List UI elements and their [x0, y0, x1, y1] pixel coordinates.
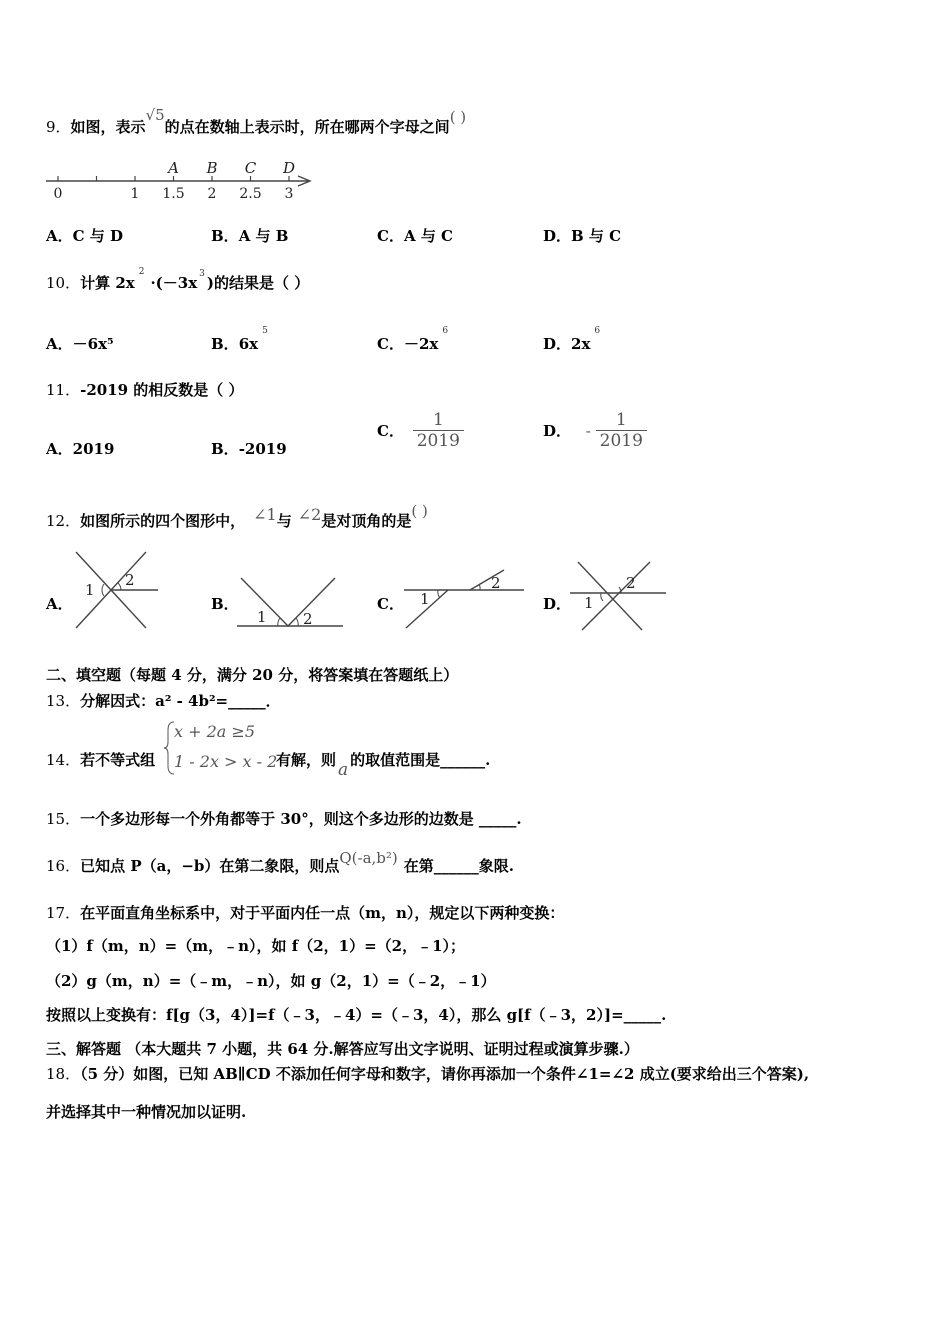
q12-text-b: 是对顶角的是	[321, 512, 412, 530]
q17-stem	[46, 902, 564, 923]
angle-label-2: 2	[491, 574, 501, 592]
angle-arc	[438, 590, 440, 598]
q9-text-b: 的点在数轴上表示时，所在哪两个字母之间	[164, 118, 450, 136]
q10-text-b: ·(－3x	[150, 274, 198, 292]
q12-angle1: ∠1	[253, 505, 277, 524]
option-text: －2x	[403, 335, 439, 353]
q14-text-a: 若不等式组	[80, 751, 156, 769]
q9-radical: √5	[145, 106, 165, 124]
q13-text: 分解因式：a² ‐ 4b²=_____．	[80, 692, 281, 710]
q12-stem	[46, 502, 428, 531]
fraction-numerator: 1	[432, 410, 444, 430]
option-label: A．	[46, 440, 73, 458]
option-exponent: 5	[262, 326, 268, 336]
axis-point-letter: B	[206, 159, 218, 177]
section-3-heading: 三、解答题 （本大题共 7 小题，共 64 分.解答应写出文字说明、证明过程或演算步骤.）	[46, 1040, 639, 1058]
axis-tick-label: 1.5	[162, 186, 185, 202]
q9-paren: ( )	[449, 108, 467, 126]
q17-line-1: （1）f（m，n）=（m，﹣n），如 f（2，1）=（2，﹣1）；	[46, 937, 466, 955]
option-label: B．	[211, 335, 239, 353]
option-text: A 与 B	[238, 227, 289, 245]
option-label: B．	[211, 440, 239, 458]
option-label: A．	[46, 227, 73, 245]
axis-tick-label: 2.5	[239, 186, 262, 202]
number-line-letters	[166, 159, 295, 177]
q17-text: 在平面直角坐标系中，对于平面内任一点（m，n），规定以下两种变换：	[80, 904, 565, 922]
option-label: C．	[377, 335, 404, 353]
q15-stem	[46, 808, 522, 829]
q9-option-c[interactable]	[377, 225, 453, 246]
option-label: D．	[543, 335, 572, 353]
angle-label-2: 2	[303, 610, 313, 628]
q12-figure-a	[70, 548, 162, 632]
option-label: A．	[46, 595, 73, 613]
q10-option-a[interactable]	[46, 333, 114, 354]
q11-option-c[interactable]	[377, 410, 464, 451]
q9-text-a: 如图，表示	[70, 118, 146, 136]
q16-number: 16．	[46, 857, 81, 875]
q9-stem	[46, 106, 467, 137]
q18-line-2: 并选择其中一种情况加以证明.	[46, 1103, 247, 1121]
q12-figure-b	[235, 572, 347, 632]
option-text: -2019	[238, 440, 287, 458]
q9-option-b[interactable]	[211, 225, 288, 246]
q10-number: 10．	[46, 274, 81, 292]
option-label: C．	[377, 422, 404, 440]
angle-label-1: 1	[420, 590, 430, 608]
q17-line-3: 按照以上变换有：f[g（3，4）]=f（﹣3，﹣4）=（﹣3，4），那么 g[f（﹣3，2）]=_____.	[46, 1006, 667, 1024]
q18-stem	[46, 1063, 809, 1084]
fraction	[596, 410, 647, 451]
q11-text: -2019 的相反数是（ ）	[80, 381, 244, 399]
q14-inequality-2: 1 - 2x > x - 2	[174, 752, 278, 771]
q16-point: Q(-a,b²)	[339, 849, 398, 867]
q9-number: 9．	[46, 118, 71, 136]
q10-option-d[interactable]	[543, 326, 601, 354]
q10-exp1: 2	[138, 267, 145, 277]
number-line-ticks	[54, 176, 294, 202]
q14-text-c: 的取值范围是______.	[350, 751, 491, 769]
option-text: 6x	[238, 335, 259, 353]
q12-angle2: ∠2	[297, 505, 322, 524]
q16-text-b: 在第______象限.	[403, 857, 515, 875]
q10-option-c[interactable]	[377, 326, 449, 354]
q12-mid: 与	[276, 512, 292, 530]
q14-tail	[276, 749, 491, 780]
q17-number: 17．	[46, 904, 81, 922]
angle-arc	[118, 583, 121, 590]
q11-option-a[interactable]	[46, 438, 114, 459]
q11-number: 11．	[46, 381, 81, 399]
q10-stem	[46, 267, 310, 293]
q10-text-a: 计算 2x	[80, 274, 135, 292]
option-text: A 与 C	[403, 227, 453, 245]
q14-text-b: 有解，则	[276, 751, 337, 769]
q17-line-2: （2）g（m，n）=（﹣m，﹣n），如 g（2，1）=（﹣2，﹣1）	[46, 972, 496, 990]
q18-line-1: （5 分）如图，已知 AB∥CD 不添加任何字母和数字，请你再添加一个条件∠1=∠2 成立(要求给出三个答案),	[80, 1065, 810, 1083]
q14-stem	[46, 749, 155, 770]
q14-var: a	[338, 760, 349, 780]
option-label: A．	[46, 335, 73, 353]
option-exponent: 6	[442, 326, 449, 336]
q10-text-c: )的结果是（ ）	[206, 274, 310, 292]
q12-figure-d	[566, 558, 670, 634]
fraction-numerator: 1	[615, 410, 627, 430]
option-exponent: 6	[594, 326, 601, 336]
fraction-denominator: 2019	[413, 430, 464, 451]
angle-arc	[296, 618, 298, 626]
q11-option-b[interactable]	[211, 438, 287, 459]
option-label: C．	[377, 595, 404, 613]
axis-point-letter: A	[168, 159, 179, 177]
fraction	[413, 410, 464, 451]
q14-number: 14．	[46, 751, 81, 769]
axis-tick-label: 0	[53, 186, 63, 202]
q11-option-d[interactable]	[543, 410, 647, 451]
option-text: 2x	[571, 335, 591, 353]
fraction-denominator: 2019	[596, 430, 647, 451]
option-text: B 与 C	[571, 227, 622, 245]
option-label: D．	[543, 422, 572, 440]
axis-tick-label: 3	[284, 186, 294, 202]
axis-point-letter: D	[282, 159, 296, 177]
q9-option-d[interactable]	[543, 225, 621, 246]
q12-number: 12．	[46, 512, 81, 530]
number-line-figure	[40, 155, 320, 205]
angle-arc	[102, 584, 104, 596]
option-label: B．	[211, 227, 239, 245]
q11-stem	[46, 379, 244, 400]
angle-label-1: 1	[584, 594, 594, 612]
q15-number: 15．	[46, 810, 81, 828]
option-label: B．	[211, 595, 239, 613]
q14-inequality-system	[164, 720, 276, 776]
angle-label-2: 2	[125, 571, 135, 589]
angle-label-1: 1	[257, 608, 267, 626]
section-2-heading: 二、填空题（每题 4 分，满分 20 分，将答案填在答题纸上）	[46, 666, 459, 684]
angle-arc	[601, 593, 603, 601]
q12-paren: ( )	[411, 502, 428, 520]
axis-point-letter: C	[244, 159, 257, 177]
q16-text-a: 已知点 P（a，−b）在第二象限，则点	[80, 857, 340, 875]
q12-text-a: 如图所示的四个图形中，	[80, 512, 246, 530]
angle-arc	[479, 584, 480, 590]
option-text: －6x⁵	[72, 335, 114, 353]
angle-label-2: 2	[626, 574, 636, 592]
q10-exp2: 3	[199, 269, 205, 279]
q18-number: 18．	[46, 1065, 81, 1083]
q12-figure-c	[400, 568, 528, 632]
option-label: D．	[543, 595, 572, 613]
q13-stem	[46, 690, 281, 711]
option-label: D．	[543, 227, 572, 245]
q13-number: 13．	[46, 692, 81, 710]
angle-arc	[278, 618, 280, 626]
q14-inequality-1: x + 2a ≥5	[174, 722, 255, 741]
option-label: C．	[377, 227, 404, 245]
q16-stem	[46, 849, 515, 876]
q12-option-a[interactable]	[46, 593, 73, 614]
q10-option-b[interactable]	[211, 326, 268, 354]
q9-option-a[interactable]	[46, 225, 123, 246]
angle-label-1: 1	[85, 581, 95, 599]
axis-tick-label: 2	[207, 186, 217, 202]
axis-tick-label: 1	[130, 186, 140, 202]
negative-sign: -	[585, 421, 591, 440]
option-text: 2019	[72, 440, 115, 458]
option-text: C 与 D	[72, 227, 124, 245]
q15-text: 一个多边形每一个外角都等于 30°，则这个多边形的边数是 _____.	[80, 810, 522, 828]
